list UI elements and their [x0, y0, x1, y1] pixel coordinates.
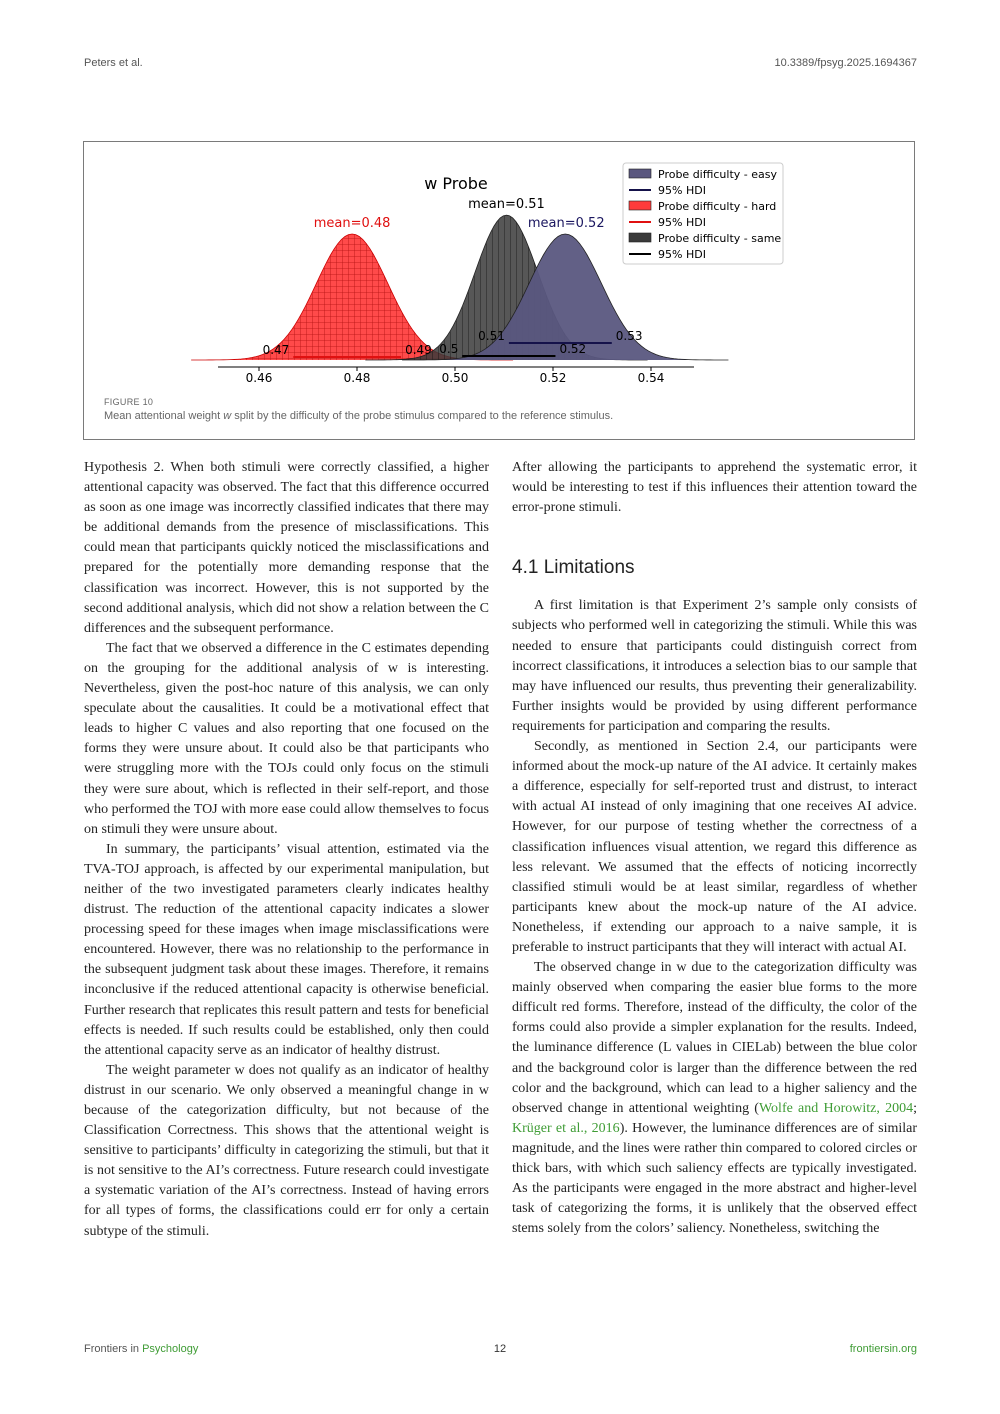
hdi-label-low-same: 0.5	[439, 342, 459, 356]
footer-journal-prefix: Frontiers in	[84, 1343, 143, 1355]
citation-link-wolfe[interactable]: Wolfe and Horowitz, 2004	[758, 1100, 914, 1116]
hdi-label-high-easy: 0.53	[615, 329, 643, 343]
legend-swatch	[629, 169, 651, 178]
figure-10	[83, 141, 915, 440]
footer-journal-name: Psychology	[142, 1343, 199, 1355]
legend-swatch	[629, 201, 651, 210]
x-tick-label: 0.46	[245, 371, 273, 385]
right-column	[512, 458, 917, 1239]
paragraph-color-luminance	[512, 958, 917, 1239]
legend-label: 95% HDI	[658, 248, 706, 261]
caption-text-end: split by the difficulty of the probe stimulus compared to the reference stimulus.	[231, 410, 614, 422]
legend-label: 95% HDI	[658, 216, 706, 229]
figure-caption	[104, 410, 613, 422]
x-tick-label: 0.48	[343, 371, 371, 385]
paragraph-systematic-error: After allowing the participants to apprehend the systematic error, it would be interesting to test if this influences their attention toward the error-prone stimuli.	[512, 460, 917, 516]
hdi-label-high-same: 0.52	[559, 342, 587, 356]
x-tick-label: 0.54	[637, 371, 665, 385]
page-number: 12	[493, 1343, 507, 1355]
hdi-label-high-hard: 0.49	[405, 343, 432, 357]
caption-variable: w	[223, 410, 232, 422]
x-tick-label: 0.52	[539, 371, 567, 385]
legend-label: Probe difficulty - easy	[658, 168, 777, 181]
left-column	[84, 458, 489, 1242]
footer-site-link[interactable]: frontiersin.org	[849, 1343, 917, 1355]
paragraph-mock-up: Secondly, as mentioned in Section 2.4, our participants were informed about the mock-up nature of the AI advice. It certainly makes a difference, especially for self-reported trust and distrust, to interact with actual AI instead of only imagining that one receives AI advice. However, for our purpose of testing whether the correctness of a classification influences visual attention, we regard this difference as less relevant. We assumed that the effects of noticing incorrectly classified stimuli would be at least similar, regardless of whether participants knew about the mock-up nature of the AI advice. Nonetheless, if extending our approach to a naive sample, it is preferable to instruct participants that they will interact with actual AI.	[512, 739, 917, 955]
hdi-label-low-hard: 0.47	[262, 343, 290, 357]
legend-label: Probe difficulty - same	[658, 232, 782, 245]
paragraph-weight-parameter: The weight parameter w does not qualify as an indicator of healthy distrust in our scenario. We only observed a meaningful change in w because of the categorization difficulty, but not because of the Classification Correctness. This shows that the attentional weight is sensitive to participants’ difficulty in categorizing the stimuli, but that it is not sensitive to the AI’s correctness. Future research could investigate a systematic variation of the AI’s correctness. Instead of having errors for all types of forms, the classifications could err for only a certain subtype of the stimuli.	[84, 1062, 489, 1239]
running-header-authors: Peters et al.	[84, 57, 143, 69]
citation-separator: ;	[913, 1100, 917, 1116]
mean-label-easy: mean=0.52	[527, 216, 605, 231]
running-header-doi: 10.3389/fpsyg.2025.1694367	[774, 57, 917, 69]
section-heading-limitations: 4.1 Limitations	[512, 557, 635, 579]
paragraph-text: The observed change in w due to the categorization difficulty was mainly observed when comparing the easier blue forms to the more difficult red forms. Therefore, instead of the difficulty, the color of the forms could also provide a simpler explanation for the results. Indeed, the luminance difference (L values in CIELab) between the blue color and the background color is larger than the difference between the red color and the background, which can lead to a higher saliency and the observed change in attentional weighting (	[512, 960, 917, 1116]
w-probe-chart	[84, 142, 914, 392]
mean-label-same: mean=0.51	[468, 197, 545, 213]
mean-label-hard: mean=0.48	[313, 216, 391, 231]
paragraph-hypothesis-2: Hypothesis 2. When both stimuli were correctly classified, a higher attentional capacity was observed. The fact that this difference occurred as soon as one image was incorrectly classified indicates that there may be additional demands from the presence of misclassifications. This could mean that participants quickly noticed the misclassifications and prepared for the potentially more demanding response that the classification was incorrect. However, this is not supported by the second additional analysis, which did not show a relation between the C differences and the subsequent performance.	[84, 460, 489, 636]
legend-label: Probe difficulty - hard	[658, 200, 777, 213]
paragraph-summary: In summary, the participants’ visual attention, estimated via the TVA-TOJ approach, is affected by our experimental manipulation, but neither of the two investigated parameters clearly indicates healthy distrust. The reduction of the attentional capacity indicates a slower processing speed for these images when image misclassifications were encountered. However, there was no relationship to the performance in the subsequent judgment task about these images. Therefore, it remains inconclusive if the reduced attentional capacity is otherwise beneficial. Further research that replicates this result pattern and tests for beneficial effects is needed. If such results could be established, only then could the attentional capacity serve as an indicator of healthy distrust.	[84, 841, 489, 1058]
figure-label: FIGURE 10	[104, 397, 154, 407]
legend-swatch	[629, 233, 651, 242]
chart-title: w Probe	[424, 174, 488, 193]
caption-text-start: Mean attentional weight	[104, 410, 224, 422]
paragraph-c-estimates: The fact that we observed a difference in the C estimates depending on the grouping for the additional analysis of w is interesting. Nevertheless, given the post-hoc nature of this analysis, we can only speculate about the causalities. It could be a motivational effect that leads to higher C values and also reporting that one focused on the forms they were unsure about. It could also be that participants who were struggling more with the TOJs could only focus on the stimuli they were sure about, which is reflected in their self-report, and those who performed the TOJ with more ease could allow themselves to focus on stimuli they were unsure about.	[84, 640, 489, 837]
x-tick-label: 0.50	[441, 371, 469, 385]
paragraph-text-continued: ). However, the luminance differences are of similar magnitude, and the lines were rather thin compared to colored circles or thick bars, with which such saliency effects are typically investigated. As the participants were engaged in the more abstract and higher-level task of categorizing the forms, it is unlikely that the observed effect stems solely from the colors’ saliency. Nonetheless, switching the	[512, 1120, 918, 1237]
hdi-label-low-easy: 0.51	[478, 329, 505, 343]
citation-link-kruger[interactable]: Krüger et al., 2016	[512, 1120, 620, 1136]
legend-label: 95% HDI	[658, 184, 706, 197]
paragraph-first-limitation: A first limitation is that Experiment 2’s sample only consists of subjects who performed well in categorizing the stimuli. While this was needed to ensure that participants could distinguish correct from incorrect classifications, it introduces a selection bias to our sample that may have influenced our results, thus preventing their generalizability. Further insights would be provided by using different performance requirements for participation and comparing the results.	[512, 598, 917, 734]
